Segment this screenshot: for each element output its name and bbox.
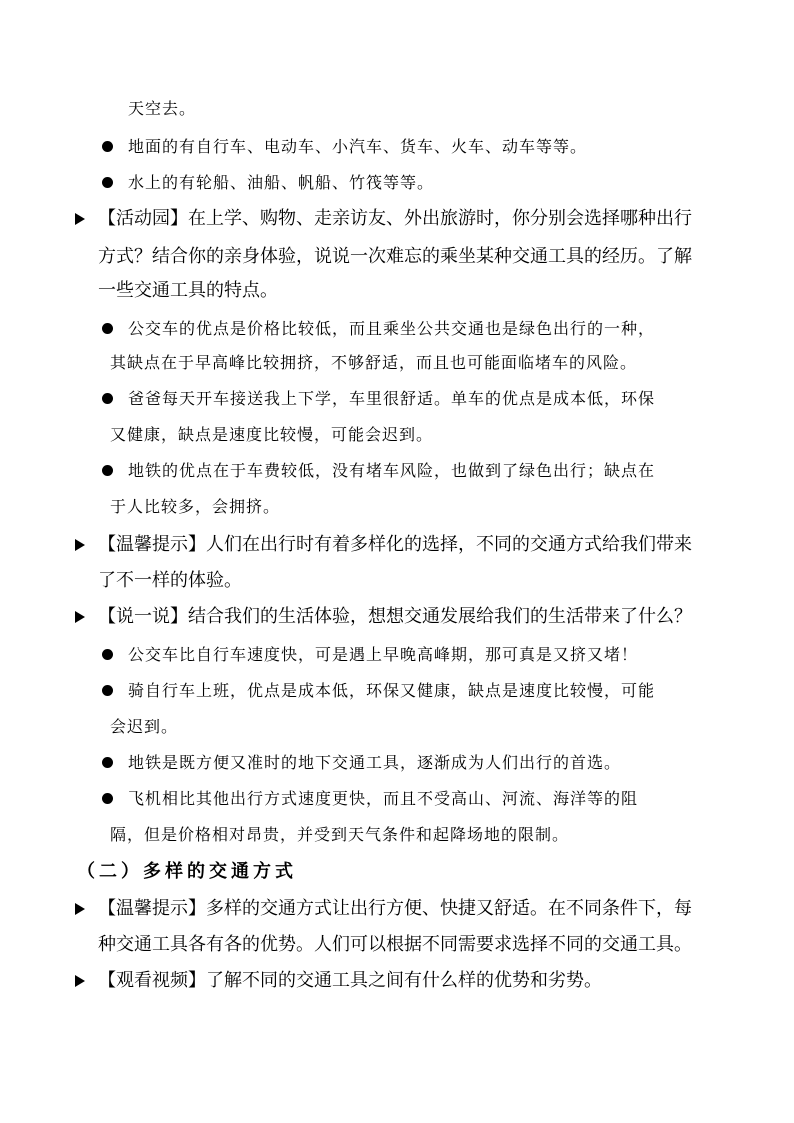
bullet-text-line: 地铁是既方便又准时的地下交通工具，逐渐成为人们出行的首选。 [128, 753, 622, 772]
round-bullet-icon [102, 393, 113, 404]
bullet-text-line: 飞机相比其他出行方式速度更快，而且不受高山、河流、海洋等的阻 [128, 789, 639, 808]
bullet-text-line: 骑自行车上班，优点是成本低，环保又健康，缺点是速度比较慢，可能 [128, 681, 656, 700]
bullet-text-line: 天空去。 [128, 99, 197, 118]
arrow-bullet-icon [75, 903, 85, 915]
round-bullet-icon [102, 177, 113, 188]
prompt-text-line: 【说一说】结合我们的生活体验，想想交通发展给我们的生活带来了什么？ [98, 606, 692, 627]
round-bullet-icon [102, 141, 113, 152]
prompt-text-line: 【温馨提示】多样的交通方式让出行方便、快捷又舒适。在不同条件下，每 [98, 898, 692, 919]
arrow-bullet-icon [75, 975, 85, 987]
bullet-text-line: 又健康，缺点是速度比较慢，可能会迟到。 [110, 425, 434, 444]
prompt-text-line: 方式？结合你的亲身体验，说说一次难忘的乘坐某种交通工具的经历。了解 [98, 246, 692, 267]
bullet-text-line: 其缺点在于早高峰比较拥挤，不够舒适，而且也可能面临堵车的风险。 [110, 353, 638, 372]
round-bullet-icon [102, 793, 113, 804]
round-bullet-icon [102, 685, 113, 696]
bullet-text-line: 地铁的优点在于车费较低，没有堵车风险，也做到了绿色出行；缺点在 [128, 461, 656, 480]
section-heading: （二）多样的交通方式 [77, 861, 297, 882]
bullet-text-line: 隔，但是价格相对昂贵，并受到天气条件和起降场地的限制。 [110, 825, 570, 844]
prompt-text-line: 【活动园】在上学、购物、走亲访友、外出旅游时，你分别会选择哪种出行 [98, 208, 692, 229]
round-bullet-icon [102, 323, 113, 334]
bullet-text-line: 爸爸每天开车接送我上下学，车里很舒适。单车的优点是成本低，环保 [128, 389, 656, 408]
prompt-text-line: 了不一样的体验。 [98, 570, 242, 591]
bullet-text-line: 公交车的优点是价格比较低，而且乘坐公共交通也是绿色出行的一种， [128, 319, 656, 338]
arrow-bullet-icon [75, 213, 85, 225]
bullet-text-line: 公交车比自行车速度快，可是遇上早晚高峰期，那可真是又挤又堵！ [128, 645, 639, 664]
arrow-bullet-icon [75, 539, 85, 551]
round-bullet-icon [102, 757, 113, 768]
round-bullet-icon [102, 465, 113, 476]
bullet-text-line: 水上的有轮船、油船、帆船、竹筏等等。 [128, 173, 435, 192]
bullet-text-line: 地面的有自行车、电动车、小汽车、货车、火车、动车等等。 [128, 137, 588, 156]
prompt-text-line: 一些交通工具的特点。 [98, 280, 278, 301]
arrow-bullet-icon [75, 611, 85, 623]
prompt-text-line: 种交通工具各有各的优势。人们可以根据不同需要求选择不同的交通工具。 [98, 934, 692, 955]
bullet-text-line: 会迟到。 [110, 717, 179, 736]
prompt-text-line: 【温馨提示】人们在出行时有着多样化的选择，不同的交通方式给我们带来 [98, 534, 692, 555]
bullet-text-line: 于人比较多，会拥挤。 [110, 497, 281, 516]
prompt-text-line: 【观看视频】了解不同的交通工具之间有什么样的优势和劣势。 [98, 970, 602, 991]
round-bullet-icon [102, 649, 113, 660]
